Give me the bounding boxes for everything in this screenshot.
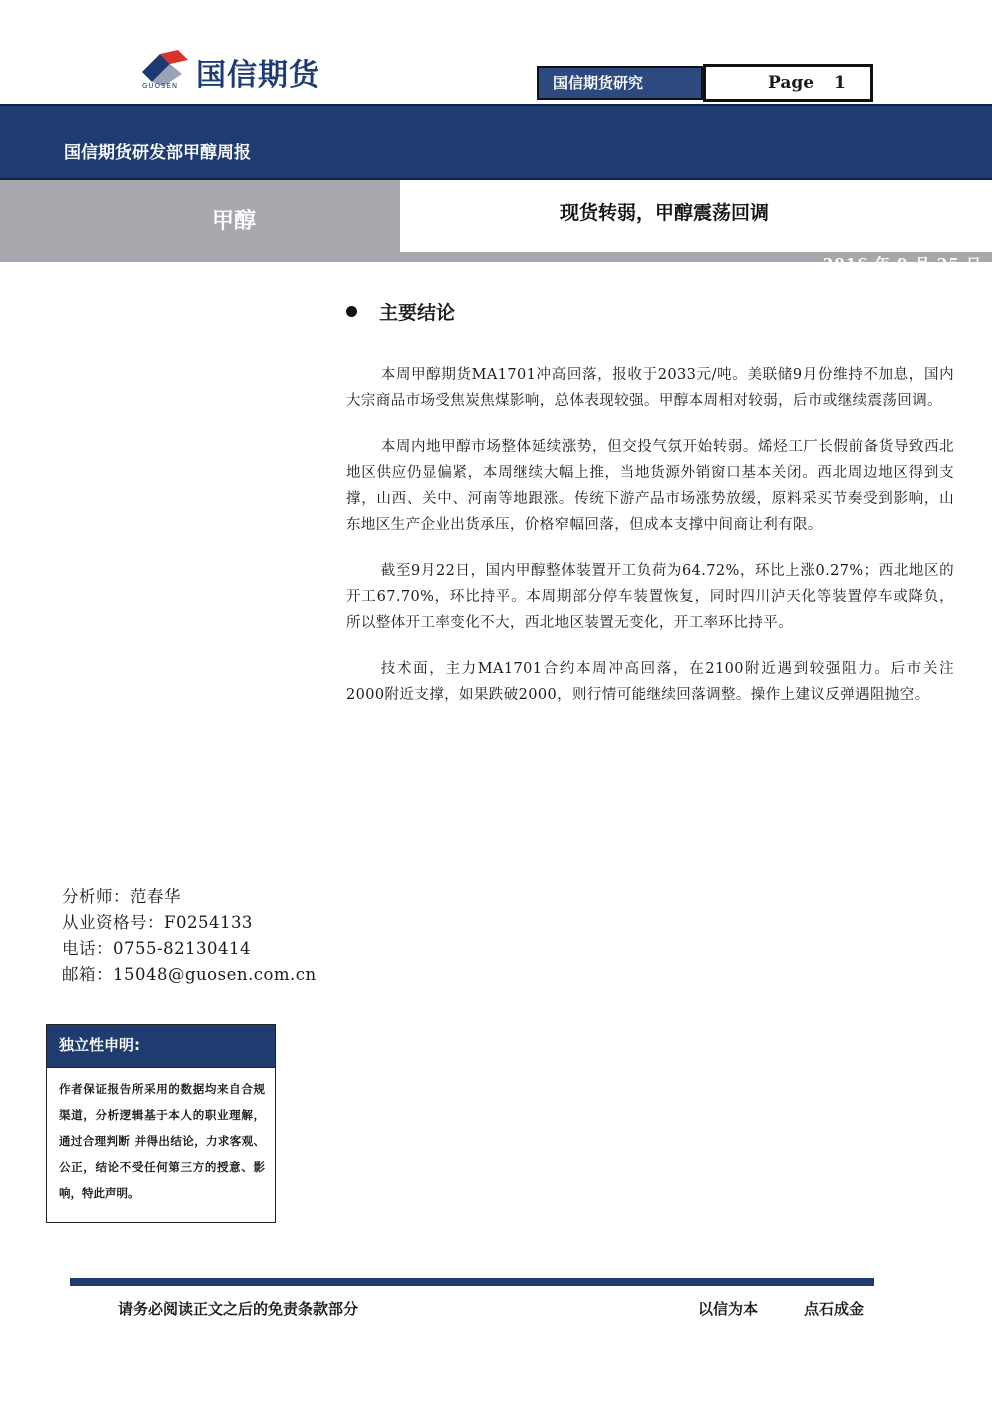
product-label: 甲醇: [212, 209, 257, 234]
analyst-email: 邮箱：15048@guosen.com.cn: [62, 965, 317, 984]
section-title: [346, 298, 455, 325]
analyst-phone: 电话：0755-82130414: [62, 939, 252, 958]
logo-name: 国信期货: [196, 58, 320, 93]
report-date: 2016 年 9 月 25 日: [822, 255, 982, 273]
analyst-info: [62, 884, 317, 988]
footer-slogan-2: 点石成金: [804, 1300, 865, 1318]
footer-divider: [70, 1278, 874, 1286]
logo-subtitle: GUOSEN: [142, 82, 179, 90]
analyst-name: 分析师：范春华: [62, 887, 181, 906]
statement-title: 独立性申明:: [47, 1025, 275, 1068]
section-title-text: 主要结论: [379, 302, 456, 324]
product-panel: [0, 180, 400, 262]
independence-statement: [46, 1024, 276, 1223]
conclusions-body: [346, 362, 954, 728]
paragraph: 本周甲醇期货MA1701冲高回落，报收于2033元/吨。美联储9月份维持不加息，国内大宗商品市场受焦炭焦煤影响，总体表现较强。甲醇本周相对较弱，后市或继续震荡回调。: [346, 367, 954, 409]
page-label: Page: [768, 73, 815, 93]
statement-text: 作者保证报告所采用的数据均来自合规渠道，分析逻辑基于本人的职业理解，通过合理判断 并得出结论，力求客观、公正，结论不受任何第三方的授意、影响，特此声明。: [59, 1082, 265, 1200]
page-number: 1: [834, 73, 846, 93]
footer-slogan-1: 以信为本: [698, 1300, 759, 1318]
report-headline: 现货转弱，甲醇震荡回调: [560, 202, 770, 224]
footer-disclaimer: 请务必阅读正文之后的免责条款部分: [118, 1300, 359, 1318]
analyst-license: 从业资格号：F0254133: [62, 913, 253, 932]
paragraph: 本周内地甲醇市场整体延续涨势，但交投气氛开始转弱。烯烃工厂长假前备货导致西北地区供应仍显偏紧，本周继续大幅上推，当地货源外销窗口基本关闭。西北周边地区得到支撑，山西、关中、河南等地跟涨。传统下游产品市场涨势放缓，原料采买节奏受到影响，山东地区生产企业出货承压，价格窄幅回落，但成本支撑中间商让利有限。: [346, 439, 954, 533]
page-indicator: [703, 64, 873, 102]
research-label: 国信期货研究: [537, 66, 703, 100]
paragraph: 技术面，主力MA1701合约本周冲高回落，在2100附近遇到较强阻力。后市关注2000附近支撑，如果跌破2000，则行情可能继续回落调整。操作上建议反弹遇阻抛空。: [346, 661, 954, 703]
paragraph: 截至9月22日，国内甲醇整体装置开工负荷为64.72%，环比上涨0.27%；西北地区的开工67.70%，环比持平。本周期部分停车装置恢复，同时四川泸天化等装置停车或降负，所以整体开工率变化不大，西北地区装置无变化，开工率环比持平。: [346, 563, 954, 631]
bullet-icon: [346, 306, 357, 317]
report-series-title: 国信期货研发部甲醇周报: [64, 143, 251, 163]
company-logo: [138, 46, 378, 94]
